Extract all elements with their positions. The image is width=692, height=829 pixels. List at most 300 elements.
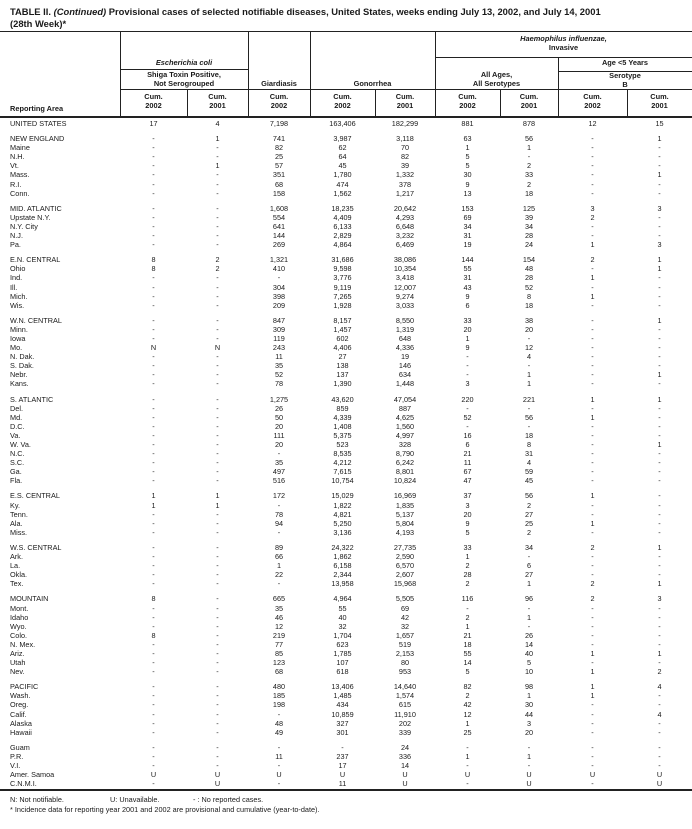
reporting-area-label: Mich. bbox=[10, 291, 28, 301]
value-cell: 8 bbox=[526, 440, 532, 449]
value-cell: 2,590 bbox=[395, 552, 415, 562]
value-cell: 1 bbox=[465, 751, 470, 761]
value-cell: 2,829 bbox=[333, 231, 352, 241]
value-cell: - bbox=[658, 273, 661, 283]
value-cell: - bbox=[591, 751, 594, 761]
value-cell: - bbox=[216, 509, 219, 519]
value-cell: 887 bbox=[398, 403, 412, 413]
value-cell: 15,029 bbox=[331, 491, 354, 501]
value-cell: 14,640 bbox=[393, 682, 417, 692]
value-cell: - bbox=[658, 403, 661, 413]
value-cell: 10,859 bbox=[331, 709, 354, 719]
value-cell: 172 bbox=[272, 491, 286, 501]
value-cell: - bbox=[591, 300, 594, 310]
table-row bbox=[0, 352, 692, 361]
value-cell: 1,408 bbox=[333, 421, 352, 431]
value-cell: 1 bbox=[526, 612, 532, 622]
value-cell: 28 bbox=[524, 231, 534, 241]
value-cell: 1 bbox=[657, 255, 662, 265]
reporting-area-label: N.J. bbox=[10, 231, 23, 241]
value-cell: - bbox=[658, 527, 661, 537]
reporting-area-label: S. ATLANTIC bbox=[10, 394, 54, 404]
value-cell: - bbox=[277, 579, 281, 589]
value-cell: 10,354 bbox=[393, 264, 417, 274]
reporting-area-label: E.N. CENTRAL bbox=[10, 255, 61, 265]
value-cell: 123 bbox=[272, 658, 286, 668]
table-row bbox=[0, 579, 692, 588]
table-row bbox=[0, 594, 692, 603]
value-cell: 2 bbox=[465, 561, 470, 571]
value-cell: - bbox=[216, 630, 219, 640]
table-row bbox=[0, 316, 692, 325]
value-cell: 70 bbox=[400, 143, 410, 153]
value-cell: 18 bbox=[463, 639, 472, 649]
table-row bbox=[0, 631, 692, 640]
value-cell: - bbox=[152, 221, 155, 231]
table-number: TABLE II. bbox=[10, 6, 51, 17]
value-cell: - bbox=[152, 161, 155, 171]
value-cell: 2 bbox=[465, 612, 470, 622]
value-cell: - bbox=[591, 709, 594, 719]
value-cell: 33 bbox=[463, 542, 472, 552]
value-cell: 5 bbox=[465, 161, 470, 171]
value-cell: - bbox=[591, 170, 594, 180]
table-row bbox=[0, 622, 692, 631]
value-cell: 1 bbox=[215, 134, 220, 144]
value-cell: 69 bbox=[463, 212, 472, 222]
value-cell: 3 bbox=[657, 594, 662, 604]
reporting-area-label: PACIFIC bbox=[10, 682, 39, 692]
value-cell: - bbox=[591, 231, 594, 241]
value-cell: 1,574 bbox=[395, 691, 415, 701]
value-cell: 1,457 bbox=[333, 324, 352, 334]
value-cell: - bbox=[658, 727, 661, 737]
value-cell: - bbox=[591, 700, 594, 710]
table-row bbox=[0, 570, 692, 579]
value-cell: 38,086 bbox=[393, 255, 417, 265]
reporting-area-label: Pa. bbox=[10, 240, 21, 250]
value-cell: 6,158 bbox=[333, 561, 352, 571]
value-cell: 50 bbox=[274, 412, 284, 422]
value-cell: 82 bbox=[463, 682, 472, 692]
value-cell: 15 bbox=[655, 119, 664, 128]
value-cell: - bbox=[216, 476, 219, 486]
value-cell: 398 bbox=[272, 291, 286, 301]
value-cell: N bbox=[150, 343, 157, 353]
value-cell: - bbox=[152, 273, 155, 283]
value-cell: - bbox=[591, 742, 594, 752]
value-cell: - bbox=[152, 458, 155, 468]
header-bottom-rule bbox=[0, 116, 692, 118]
value-cell: - bbox=[216, 273, 219, 283]
value-cell: - bbox=[216, 379, 219, 389]
value-cell: 2,153 bbox=[395, 648, 415, 658]
value-cell: 16,969 bbox=[393, 491, 417, 501]
value-cell: 3,776 bbox=[333, 273, 352, 283]
value-cell: 55 bbox=[463, 264, 472, 274]
cum-year-header: Cum. 2002 bbox=[333, 92, 352, 110]
reporting-area-label: W.N. CENTRAL bbox=[10, 315, 62, 325]
cum-year-header: Cum. 2001 bbox=[650, 92, 669, 110]
table-bottom-rule bbox=[0, 789, 692, 791]
group-rule-hinfluenzae bbox=[435, 57, 692, 58]
value-cell: 7,198 bbox=[269, 119, 289, 128]
value-cell: 1 bbox=[657, 264, 662, 274]
value-cell: - bbox=[277, 273, 281, 283]
value-cell: 3 bbox=[465, 379, 470, 389]
value-cell: - bbox=[216, 570, 219, 580]
reporting-area-label: Oreg. bbox=[10, 700, 29, 710]
value-cell: - bbox=[658, 603, 661, 613]
value-cell: 6,469 bbox=[395, 240, 415, 250]
value-cell: - bbox=[591, 449, 594, 459]
value-cell: - bbox=[152, 449, 155, 459]
value-cell: - bbox=[216, 421, 219, 431]
value-cell: - bbox=[216, 458, 219, 468]
value-cell: - bbox=[591, 430, 594, 440]
value-cell: 2 bbox=[215, 255, 220, 265]
value-cell: U bbox=[656, 770, 663, 780]
value-cell: - bbox=[152, 170, 155, 180]
value-cell: 25 bbox=[463, 727, 472, 737]
value-cell: 14 bbox=[400, 761, 410, 770]
value-cell: - bbox=[152, 542, 155, 552]
value-cell: - bbox=[216, 394, 219, 404]
value-cell: 137 bbox=[336, 370, 349, 380]
value-cell: 2 bbox=[526, 527, 532, 537]
value-cell: 5,137 bbox=[395, 509, 415, 519]
value-cell: 18 bbox=[524, 188, 534, 198]
continued-label: (Continued) bbox=[53, 6, 107, 17]
value-cell: 82 bbox=[400, 152, 410, 162]
value-cell: 202 bbox=[398, 718, 412, 728]
value-cell: - bbox=[152, 751, 155, 761]
value-cell: - bbox=[591, 361, 594, 371]
value-cell: 31,686 bbox=[331, 255, 354, 265]
value-cell: - bbox=[591, 152, 594, 162]
reporting-area-label: Ind. bbox=[10, 273, 23, 283]
table-row bbox=[0, 395, 692, 404]
value-cell: 11 bbox=[463, 458, 472, 468]
value-cell: 2,344 bbox=[333, 570, 352, 580]
value-cell: 6,242 bbox=[395, 458, 415, 468]
value-cell: - bbox=[216, 552, 219, 562]
table-row bbox=[0, 440, 692, 449]
value-cell: 80 bbox=[400, 658, 410, 668]
value-cell: - bbox=[152, 621, 155, 631]
value-cell: 3 bbox=[657, 240, 662, 250]
value-cell: 2 bbox=[215, 264, 220, 274]
value-cell: 2 bbox=[590, 579, 595, 589]
value-cell: 1 bbox=[465, 718, 470, 728]
value-cell: 1,608 bbox=[269, 203, 289, 213]
value-cell: 301 bbox=[336, 727, 349, 737]
value-cell: 8 bbox=[151, 264, 156, 274]
value-cell: 220 bbox=[461, 394, 474, 404]
value-cell: - bbox=[466, 742, 469, 752]
value-cell: 3,118 bbox=[396, 134, 414, 144]
value-cell: 18 bbox=[524, 300, 534, 310]
table-row bbox=[0, 728, 692, 737]
table-row bbox=[0, 370, 692, 379]
table-row bbox=[0, 682, 692, 691]
value-cell: N bbox=[214, 343, 221, 353]
value-cell: 5,375 bbox=[333, 430, 352, 440]
value-cell: - bbox=[591, 403, 594, 413]
value-cell: 309 bbox=[272, 324, 286, 334]
value-cell: - bbox=[658, 500, 661, 510]
value-cell: - bbox=[466, 403, 469, 413]
footnote-legend bbox=[10, 795, 320, 805]
cum-year-header: Cum. 2001 bbox=[519, 92, 539, 110]
value-cell: 1 bbox=[590, 291, 595, 301]
value-cell: - bbox=[591, 370, 594, 380]
value-cell: 89 bbox=[274, 542, 284, 552]
value-cell: - bbox=[216, 682, 219, 692]
value-cell: 125 bbox=[522, 203, 536, 213]
value-cell: 26 bbox=[274, 403, 284, 413]
value-cell: 6,570 bbox=[395, 561, 415, 571]
value-cell: - bbox=[658, 300, 661, 310]
reporting-area-label: Tex. bbox=[10, 579, 24, 589]
value-cell: 6 bbox=[465, 440, 470, 449]
value-cell: 3,232 bbox=[395, 231, 415, 241]
value-cell: - bbox=[341, 742, 344, 752]
table-row bbox=[0, 361, 692, 370]
value-cell: 1,217 bbox=[395, 188, 415, 198]
value-cell: - bbox=[591, 639, 594, 649]
value-cell: 623 bbox=[336, 639, 349, 649]
value-cell: 19 bbox=[400, 352, 410, 362]
value-cell: - bbox=[658, 742, 661, 752]
value-cell: - bbox=[216, 291, 219, 301]
value-cell: 35 bbox=[274, 458, 284, 468]
value-cell: 34 bbox=[524, 221, 534, 231]
value-cell: 4,336 bbox=[395, 343, 415, 353]
value-cell: - bbox=[658, 324, 661, 334]
table-row bbox=[0, 449, 692, 458]
value-cell: - bbox=[216, 203, 219, 213]
value-cell: - bbox=[591, 134, 594, 144]
value-cell: 1,390 bbox=[333, 379, 352, 389]
reporting-area-label: Maine bbox=[10, 143, 30, 153]
value-cell: 13,406 bbox=[331, 682, 354, 692]
table-row bbox=[0, 119, 692, 128]
value-cell: 634 bbox=[398, 370, 412, 380]
value-cell: - bbox=[216, 467, 219, 477]
value-cell: 3 bbox=[465, 500, 470, 510]
value-cell: 1,332 bbox=[395, 170, 415, 180]
reporting-area-label: R.I. bbox=[10, 179, 22, 189]
value-cell: - bbox=[152, 709, 155, 719]
table-row bbox=[0, 204, 692, 213]
value-cell: 43,620 bbox=[331, 394, 354, 404]
value-cell: 116 bbox=[461, 594, 474, 604]
value-cell: 1 bbox=[215, 500, 220, 510]
value-cell: - bbox=[527, 421, 531, 431]
value-cell: 64 bbox=[338, 152, 347, 162]
value-cell: - bbox=[591, 570, 594, 580]
table-row bbox=[0, 476, 692, 485]
table-row bbox=[0, 431, 692, 440]
value-cell: 1 bbox=[215, 161, 220, 171]
value-cell: - bbox=[658, 691, 661, 701]
value-cell: 185 bbox=[272, 691, 286, 701]
value-cell: - bbox=[591, 718, 594, 728]
value-cell: 66 bbox=[274, 552, 284, 562]
value-cell: 2 bbox=[465, 579, 470, 589]
col-group-age-under5: Age <5 Years bbox=[601, 58, 649, 67]
table-row bbox=[0, 543, 692, 552]
value-cell: 55 bbox=[338, 603, 347, 613]
value-cell: 45 bbox=[524, 476, 534, 486]
value-cell: - bbox=[591, 440, 594, 449]
value-cell: 1,704 bbox=[333, 630, 352, 640]
value-cell: - bbox=[658, 212, 661, 222]
value-cell: 327 bbox=[336, 718, 349, 728]
value-cell: 56 bbox=[524, 134, 534, 144]
reporting-area-label: UNITED STATES bbox=[10, 119, 67, 128]
value-cell: - bbox=[216, 440, 219, 449]
reporting-area-label: Minn. bbox=[10, 324, 28, 334]
value-cell: 59 bbox=[524, 467, 534, 477]
value-cell: 8 bbox=[151, 255, 156, 265]
table-row bbox=[0, 761, 692, 770]
reporting-area-label: Ill. bbox=[10, 282, 18, 292]
value-cell: - bbox=[152, 143, 155, 153]
value-cell: - bbox=[527, 152, 531, 162]
value-cell: 4,964 bbox=[333, 594, 352, 604]
value-cell: - bbox=[527, 761, 531, 770]
value-cell: - bbox=[152, 212, 155, 222]
value-cell: 37 bbox=[463, 491, 472, 501]
table-row bbox=[0, 255, 692, 264]
value-cell: - bbox=[152, 324, 155, 334]
value-cell: - bbox=[216, 300, 219, 310]
value-cell: - bbox=[591, 500, 594, 510]
value-cell: 339 bbox=[398, 727, 412, 737]
value-cell: - bbox=[216, 667, 219, 677]
col-group-all-ages: All Ages, All Serotypes bbox=[472, 70, 521, 88]
value-cell: - bbox=[216, 449, 219, 459]
value-cell: - bbox=[152, 231, 155, 241]
table-row bbox=[0, 458, 692, 467]
value-cell: 62 bbox=[338, 143, 347, 153]
table-body bbox=[0, 119, 692, 788]
value-cell: 8 bbox=[526, 291, 532, 301]
table-row bbox=[0, 667, 692, 676]
value-cell: - bbox=[527, 552, 531, 562]
table-row bbox=[0, 189, 692, 198]
cum-year-header: Cum. 2002 bbox=[144, 92, 163, 110]
value-cell: 18,235 bbox=[331, 203, 354, 213]
table-row bbox=[0, 379, 692, 388]
value-cell: - bbox=[152, 188, 155, 198]
reporting-area-label: N. Mex. bbox=[10, 639, 36, 649]
value-cell: - bbox=[152, 648, 155, 658]
value-cell: 9,598 bbox=[333, 264, 352, 274]
value-cell: 63 bbox=[463, 134, 472, 144]
value-cell: - bbox=[152, 179, 155, 189]
value-cell: - bbox=[152, 612, 155, 622]
value-cell: - bbox=[216, 352, 219, 362]
value-cell: - bbox=[216, 700, 219, 710]
value-cell: 45 bbox=[338, 161, 347, 171]
value-cell: - bbox=[152, 658, 155, 668]
reporting-area-label: Nebr. bbox=[10, 370, 28, 380]
value-cell: 4,821 bbox=[333, 509, 352, 519]
value-cell: - bbox=[658, 188, 661, 198]
value-cell: - bbox=[658, 379, 661, 389]
value-cell: - bbox=[216, 639, 219, 649]
table-row bbox=[0, 640, 692, 649]
reporting-area-label: Wyo. bbox=[10, 621, 27, 631]
value-cell: 269 bbox=[272, 240, 286, 250]
value-cell: 17 bbox=[149, 119, 158, 128]
table-title-line1 bbox=[10, 6, 688, 18]
value-cell: 1 bbox=[590, 691, 595, 701]
value-cell: 2 bbox=[526, 179, 532, 189]
value-cell: - bbox=[658, 458, 661, 468]
value-cell: 1 bbox=[526, 143, 532, 153]
value-cell: - bbox=[216, 231, 219, 241]
value-cell: - bbox=[658, 476, 661, 486]
table-header bbox=[0, 31, 692, 118]
value-cell: - bbox=[216, 691, 219, 701]
value-cell: 2 bbox=[526, 500, 532, 510]
value-cell: 6,648 bbox=[395, 221, 415, 231]
value-cell: 8,550 bbox=[395, 315, 415, 325]
table-row bbox=[0, 301, 692, 310]
value-cell: 52 bbox=[524, 282, 534, 292]
value-cell: 38 bbox=[524, 315, 534, 325]
value-cell: - bbox=[591, 612, 594, 622]
table-row bbox=[0, 222, 692, 231]
value-cell: 6,133 bbox=[333, 221, 352, 231]
value-cell: - bbox=[216, 527, 219, 537]
reporting-area-label: La. bbox=[10, 561, 21, 571]
value-cell: 3,987 bbox=[333, 134, 352, 144]
value-cell: 11 bbox=[275, 352, 283, 362]
value-cell: 1,785 bbox=[333, 648, 352, 658]
table-row bbox=[0, 604, 692, 613]
value-cell: 1 bbox=[590, 240, 595, 250]
reporting-area-label: Mo. bbox=[10, 343, 23, 353]
reporting-area-label: Guam bbox=[10, 742, 30, 752]
value-cell: - bbox=[216, 561, 219, 571]
value-cell: 9,274 bbox=[395, 291, 415, 301]
value-cell: U bbox=[402, 770, 408, 780]
value-cell: - bbox=[591, 727, 594, 737]
value-cell: 146 bbox=[398, 361, 412, 371]
value-cell: 154 bbox=[522, 255, 536, 265]
col-group-serotype-b: Serotype B bbox=[609, 71, 641, 89]
value-cell: - bbox=[658, 231, 661, 241]
value-cell: 1 bbox=[590, 491, 595, 501]
table-row bbox=[0, 161, 692, 170]
value-cell: 847 bbox=[272, 315, 286, 325]
value-cell: 48 bbox=[274, 718, 284, 728]
value-cell: 1 bbox=[465, 143, 470, 153]
value-cell: 20,642 bbox=[393, 203, 417, 213]
value-cell: 1 bbox=[590, 273, 595, 283]
value-cell: 47 bbox=[463, 476, 472, 486]
value-cell: 19 bbox=[463, 240, 472, 250]
value-cell: 434 bbox=[336, 700, 349, 710]
reporting-area-label: Calif. bbox=[10, 709, 27, 719]
value-cell: - bbox=[591, 509, 594, 519]
reporting-area-label: Miss. bbox=[10, 527, 28, 537]
